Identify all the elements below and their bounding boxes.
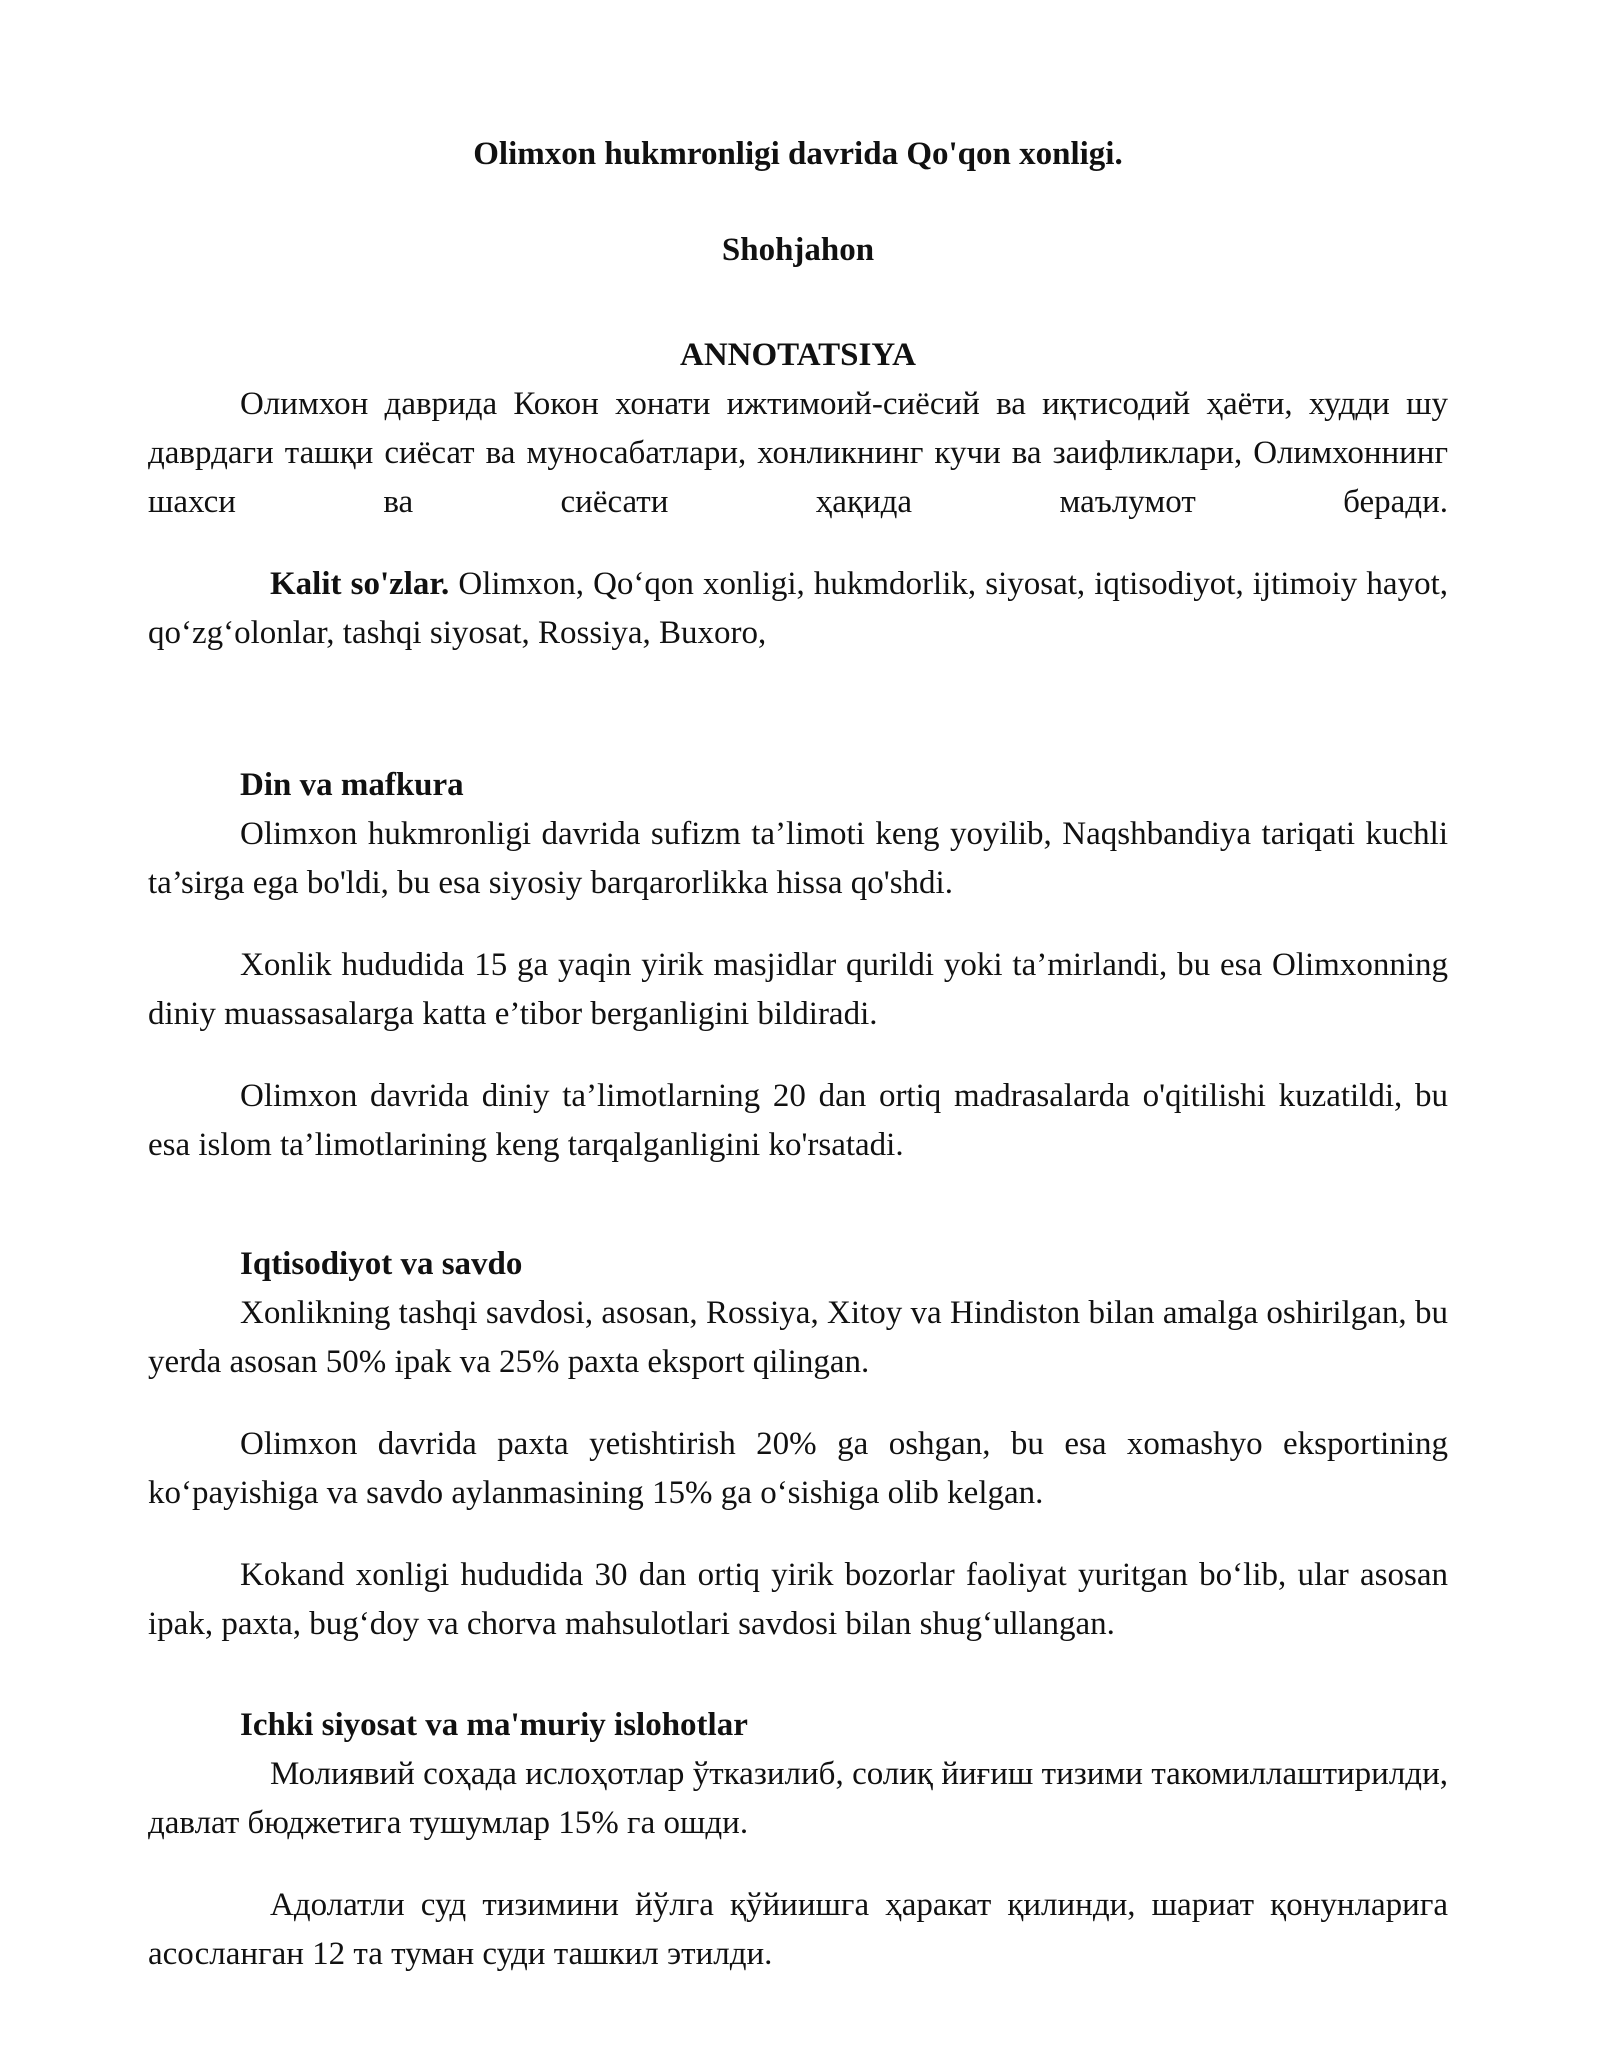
author-name: Shohjahon [721,232,875,268]
paragraph: Olimxon hukmronligi davrida sufizm ta’limoti keng yoyilib, Naqshbandiya tariqati kuchli ta’sirga ega bo'ldi, bu esa siyosiy barqarorlikka hissa qo'shdi. [148,816,1448,901]
paragraph: Olimxon davrida paxta yetishtirish 20% ga oshgan, bu esa xomashyo eksportining ko‘payishiga va savdo aylanmasining 15% ga o‘sishiga olib kelgan. [148,1426,1448,1511]
paragraph: Xonlikning tashqi savdosi, asosan, Rossiya, Xitoy va Hindiston bilan amalga oshirilgan, bu yerda asosan 50% ipak va 25% paxta eksport qilingan. [148,1295,1448,1380]
keywords-paragraph [148,560,1448,658]
paragraph: Xonlik hududida 15 ga yaqin yirik masjidlar qurildi yoki ta’mirlandi, bu esa Olimxonning diniy muassasalarga katta e’tibor berganligini bildiradi. [148,947,1448,1032]
section-heading-ichki-siyosat: Ichki siyosat va ma'muriy islohotlar [240,1707,748,1743]
document-title: Olimxon hukmronligi davrida Qo'qon xonligi. [473,136,1123,172]
paragraph: Kokand xonligi hududida 30 dan ortiq yirik bozorlar faoliyat yuritgan bo‘lib, ular asosan ipak, paxta, bug‘doy va chorva mahsulotlari savdosi bilan shug‘ullangan. [148,1557,1448,1642]
keywords-text: Olimxon, Qo‘qon xonligi, hukmdorlik, siyosat, iqtisodiyot, ijtimoiy hayot, qo‘zg‘olonlar, tashqi siyosat, Rossiya, Buxoro, [148,566,1448,651]
section-heading-iqtisodiyot-va-savdo: Iqtisodiyot va savdo [240,1246,523,1282]
document-page [148,130,1448,1979]
annotation-heading: ANNOTATSIYA [680,337,916,373]
paragraph: Olimxon davrida diniy ta’limotlarning 20 dan ortiq madrasalarda o'qitilishi kuzatildi, bu esa islom ta’limotlarining keng tarqalganligini ko'rsatadi. [148,1078,1448,1163]
annotation-text: Олимхон даврида Кокон хонати ижтимоий-сиёсий ва иқтисодий ҳаёти, худди шу даврдаги ташқи сиёсат ва муносабатлари, хонликнинг кучи ва заифликлари, Олимхоннинг шахси ва сиёсати ҳақида маълумот беради. [148,386,1448,520]
keywords-label: Kalit so'zlar. [270,566,450,602]
paragraph: Молиявий соҳада ислоҳотлар ўтказилиб, солиқ йиғиш тизими такомиллаштирилди, давлат бюджетига тушумлар 15% га ошди. [148,1756,1448,1841]
section-heading-din-va-mafkura: Din va mafkura [240,767,464,803]
paragraph: Адолатли суд тизимини йўлга қўйиишга ҳаракат қилинди, шариат қонунларига асосланган 12 та туман суди ташкил этилди. [148,1887,1448,1972]
